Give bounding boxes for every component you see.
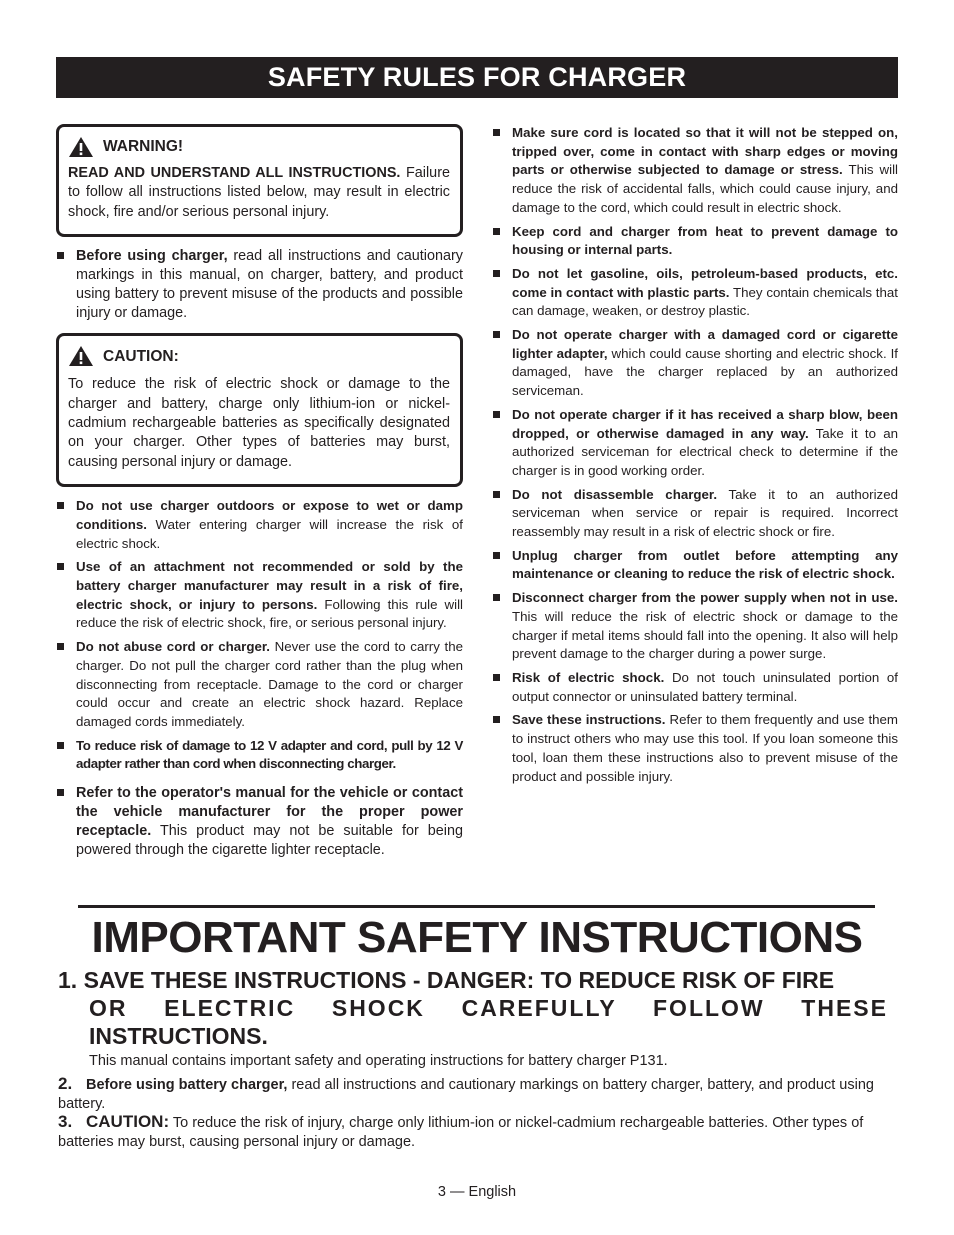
list-item: Disconnect charger from the power supply when not in use. This will reduce the risk of electric shock or damage to the charger if metal items should fall into the opening. It also will help prevent damage to the charger during a power surge. <box>492 589 898 664</box>
vehicle-rule-list <box>56 784 463 860</box>
instruction-item-3: 3. CAUTION: To reduce the risk of injury, charge only lithium-ion or nickel-cadmium rechargeable batteries. Other types of batteries may burst, causing personal injury or damage. <box>58 1112 864 1150</box>
list-item: Save these instructions. Refer to them frequently and use them to instruct others who may use this tool. If you loan someone this tool, loan them these instructions also to prevent misuse of the product and possible injury. <box>492 711 898 786</box>
warning-label: WARNING! <box>103 138 184 156</box>
bullet-square-icon <box>57 643 64 650</box>
bullet-square-icon <box>57 502 64 509</box>
bullet-square-icon <box>493 491 500 498</box>
bullet-square-icon <box>493 552 500 559</box>
bullet-square-icon <box>57 563 64 570</box>
list-item: Refer to the operator's manual for the vehicle or contact the vehicle manufacturer for the proper power receptacle. This product may not be suitable for being powered through the cigarette lighter receptacle. <box>56 784 463 860</box>
instruction-item-2: 2. Before using battery charger, read all instructions and cautionary markings on battery charger, battery, and product using battery. <box>58 1074 874 1112</box>
warning-heading <box>68 136 450 158</box>
bullet-square-icon <box>493 411 500 418</box>
warning-lead: READ AND UNDERSTAND ALL INSTRUCTIONS. <box>68 165 401 181</box>
list-item: Make sure cord is located so that it will not be stepped on, tripped over, come in contact with sharp edges or moving parts or otherwise subjected to damage or stress. This will reduce the risk of accidental falls, which could cause injury, and damage to the cord, which could result in electric shock. <box>492 124 898 218</box>
bullet-square-icon <box>493 674 500 681</box>
bullet-square-icon <box>57 742 64 749</box>
caution-label: CAUTION: <box>103 347 179 365</box>
caution-heading <box>68 345 450 367</box>
list-item: Do not abuse cord or charger. Never use the cord to carry the charger. Do not pull the charger cord rather than the plug when disconnecting from receptacle. Damage to the cord or charger could occur and create an electric shock hazard. Replace damaged cords immediately. <box>56 638 463 732</box>
list-item: Do not operate charger if it has received a sharp blow, been dropped, or otherwise damaged in any way. Take it to an authorized serviceman for electrical check to determine if the charger is in good working order. <box>492 406 898 481</box>
bullet-square-icon <box>57 252 64 259</box>
bullet-square-icon <box>493 270 500 277</box>
bullet-square-icon <box>493 129 500 136</box>
warning-triangle-icon <box>68 136 94 158</box>
caution-text: To reduce the risk of electric shock or damage to the charger and battery, charge only lithium-ion or nickel-cadmium rechargeable batteries as specifically designated on your charger. Other types of batteries may burst, causing personal injury or damage. <box>68 376 450 470</box>
section-banner: SAFETY RULES FOR CHARGER <box>56 57 898 98</box>
bullet-square-icon <box>493 228 500 235</box>
left-column <box>56 124 463 870</box>
section-divider <box>78 905 875 908</box>
list-item: Before using charger, read all instructions and cautionary markings in this manual, on charger, battery, and product using battery to prevent misuse of the products and possible injury or damage. <box>56 247 463 323</box>
bullet-square-icon <box>493 716 500 723</box>
list-item: To reduce risk of damage to 12 V adapter and cord, pull by 12 V adapter rather than cord when disconnecting charger. <box>56 737 463 774</box>
bullet-square-icon <box>57 789 64 796</box>
warning-box <box>56 124 463 237</box>
list-item: Risk of electric shock. Do not touch uninsulated portion of output connector or uninsulated battery terminal. <box>492 669 898 706</box>
list-item: Use of an attachment not recommended or sold by the battery charger manufacturer may result in a risk of fire, electric shock, or injury to persons. Following this rule will reduce the risk of electric shock, fire, or serious personal injury. <box>56 558 463 633</box>
right-column <box>492 124 898 796</box>
list-item: Do not use charger outdoors or expose to wet or damp conditions. Water entering charger will increase the risk of electric shock. <box>56 497 463 553</box>
list-item: Unplug charger from outlet before attempting any maintenance or cleaning to reduce the risk of electric shock. <box>492 547 898 584</box>
list-item: Do not let gasoline, oils, petroleum-based products, etc. come in contact with plastic parts. They contain chemicals that can damage, weaken, or destroy plastic. <box>492 265 898 321</box>
manual-note: This manual contains important safety and operating instructions for battery charger P131. <box>89 1053 668 1069</box>
bullet-square-icon <box>493 331 500 338</box>
warning-body: Failure to follow all instructions listed below, may result in electric shock, fire and/or serious personal injury. <box>68 165 450 220</box>
save-instructions-heading: 1. SAVE THESE INSTRUCTIONS - DANGER: TO REDUCE RISK OF FIRE OR ELECTRIC SHOCK CAREFULLY FOLLOW THESE INSTRUCTIONS. <box>58 967 888 1049</box>
list-item: Do not disassemble charger. Take it to an authorized serviceman when service or repair is required. Incorrect reassembly may result in a risk of electric shock or fire. <box>492 486 898 542</box>
warning-text <box>68 164 450 222</box>
bullet-square-icon <box>493 594 500 601</box>
left-rules-list <box>56 497 463 774</box>
right-rules-list <box>492 124 898 786</box>
important-safety-title: IMPORTANT SAFETY INSTRUCTIONS <box>91 913 863 962</box>
before-using-list <box>56 247 463 323</box>
caution-box <box>56 333 463 487</box>
warning-triangle-icon <box>68 345 94 367</box>
page-footer: 3 — English <box>437 1184 517 1200</box>
list-item: Keep cord and charger from heat to prevent damage to housing or internal parts. <box>492 223 898 260</box>
list-item: Do not operate charger with a damaged cord or cigarette lighter adapter, which could cause shorting and electric shock. If damaged, have the charger replaced by an authorized serviceman. <box>492 326 898 401</box>
